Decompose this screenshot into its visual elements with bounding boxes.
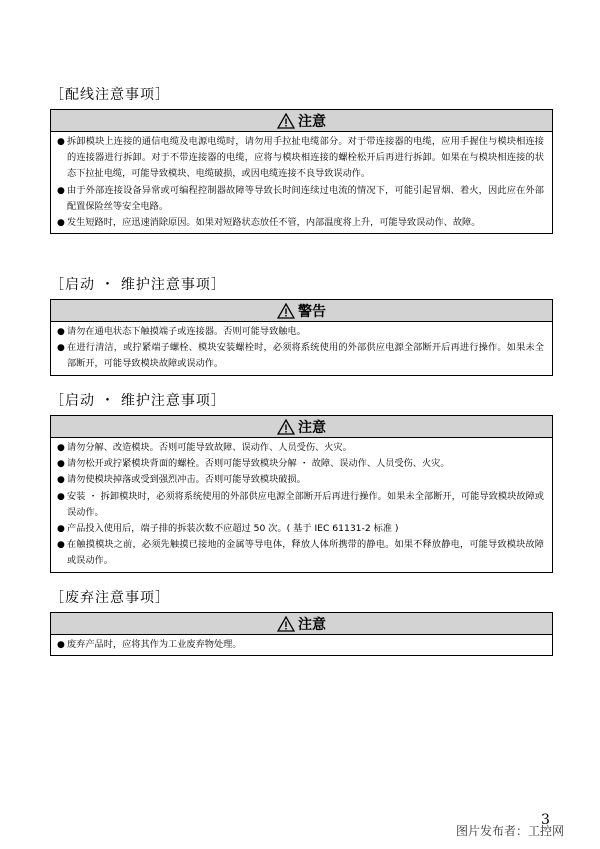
caution-box <box>50 109 553 234</box>
caution-label: 注意 <box>298 616 326 633</box>
list-item <box>57 472 544 488</box>
list-item-text: 请勿分解、改造模块。否则可能导致故障、误动作、人员受伤、火灾。 <box>67 442 352 453</box>
caution-list <box>51 132 552 233</box>
bullet: ● <box>57 640 65 650</box>
list-item-text: 由于外部连接设备异常或可编程控制器故障等导致长时间连续过电流的情况下，可能引起冒烟、着火，因此应在外部配置保险丝等安全电路。 <box>67 184 544 212</box>
warning-list <box>51 322 552 375</box>
caution-label: 注意 <box>298 113 326 130</box>
bullet: ● <box>57 491 65 502</box>
list-item <box>57 637 544 653</box>
warning-triangle-icon <box>277 419 295 435</box>
bullet: ● <box>57 218 65 229</box>
list-item-text: 发生短路时，应迅速消除原因。如果对短路状态放任不管，内部温度将上升，可能导致误动作、故障。 <box>67 217 481 229</box>
section-title: ［启动 ・ 维护注意事项］ <box>50 393 226 409</box>
bullet: ● <box>57 475 65 486</box>
section-startup-maintenance-warning <box>50 274 553 376</box>
list-item <box>57 215 544 231</box>
caution-header <box>51 110 552 132</box>
list-item-text: 在进行清洁，或拧紧端子螺栓、模块安装螺栓时，必须将系统使用的外部供应电源全部断开后再进行操作。如果未全部断开，可能导致模块故障或误动作。 <box>67 342 544 370</box>
bullet: ● <box>57 185 65 196</box>
section-title: ［启动 ・ 维护注意事项］ <box>50 277 226 293</box>
section-startup-maintenance-caution <box>50 390 553 573</box>
warning-triangle-icon <box>277 113 295 129</box>
list-item-text: 安装 ・ 拆卸模块时，必须将系统使用的外部供应电源全部断开后再进行操作。如果未全部断开，可能导致模块故障或误动作。 <box>67 490 544 518</box>
list-item-text: 拆卸模块上连接的通信电缆及电源电缆时，请勿用手拉扯电缆部分。对于带连接器的电缆，应用手握住与模块相连接的连接器进行拆卸。对于不带连接器的电缆，应将与模块相连接的螺栓松开后再进行拆卸。如果在与模块相连接的状态下拉扯电缆，可能导致模块、电缆破损，或因电缆连接不良导致误动作。 <box>67 136 544 180</box>
list-item-text: 请勿使模块掉落或受到强烈冲击。否则可能导致模块破损。 <box>67 474 306 486</box>
list-item <box>57 456 544 472</box>
warning-triangle-icon <box>277 616 295 632</box>
bullet: ● <box>57 524 65 535</box>
bullet: ● <box>57 343 65 354</box>
list-item <box>57 183 544 215</box>
bullet: ● <box>57 443 65 453</box>
section-title: ［废弃注意事项］ <box>50 590 170 606</box>
list-item-text: 产品投入使用后，端子排的拆装次数不应超过 50 次。( 基于 IEC 61131-2 标准 ) <box>67 523 399 535</box>
list-item <box>57 440 544 456</box>
warning-box <box>50 299 553 376</box>
list-item-text: 请勿在通电状态下触摸端子或连接器。否则可能导致触电。 <box>67 326 306 337</box>
section-wiring-precautions <box>50 84 553 234</box>
caution-list <box>51 438 552 572</box>
watermark: 图片发布者：工控网 <box>456 824 565 838</box>
list-item <box>57 324 544 340</box>
list-item <box>57 134 544 183</box>
caution-header <box>51 416 552 438</box>
warning-label: 警告 <box>298 303 326 320</box>
list-item <box>57 489 544 521</box>
list-item-text: 废弃产品时，应将其作为工业废弃物处理。 <box>67 639 242 650</box>
bullet: ● <box>57 459 65 470</box>
list-item <box>57 521 544 537</box>
bullet: ● <box>57 540 65 551</box>
caution-box <box>50 612 553 656</box>
list-item-text: 请勿松开或拧紧模块背面的螺栓。否则可能导致模块分解 ・ 故障、误动作、人员受伤、火灾。 <box>67 458 450 470</box>
section-disposal-precautions <box>50 587 553 656</box>
section-title: ［配线注意事项］ <box>50 87 170 103</box>
warning-triangle-icon <box>277 303 295 319</box>
list-item <box>57 537 544 569</box>
caution-header <box>51 613 552 635</box>
list-item <box>57 340 544 372</box>
bullet: ● <box>57 137 65 147</box>
list-item-text: 在触摸模块之前，必须先触摸已接地的金属等导电体，释放人体所携带的静电。如果不释放静电，可能导致模块故障或误动作。 <box>67 539 544 567</box>
page-number: 3 <box>541 812 550 828</box>
bullet: ● <box>57 327 65 337</box>
caution-list <box>51 635 552 655</box>
caution-box <box>50 415 553 573</box>
caution-label: 注意 <box>298 419 326 436</box>
warning-header <box>51 300 552 322</box>
